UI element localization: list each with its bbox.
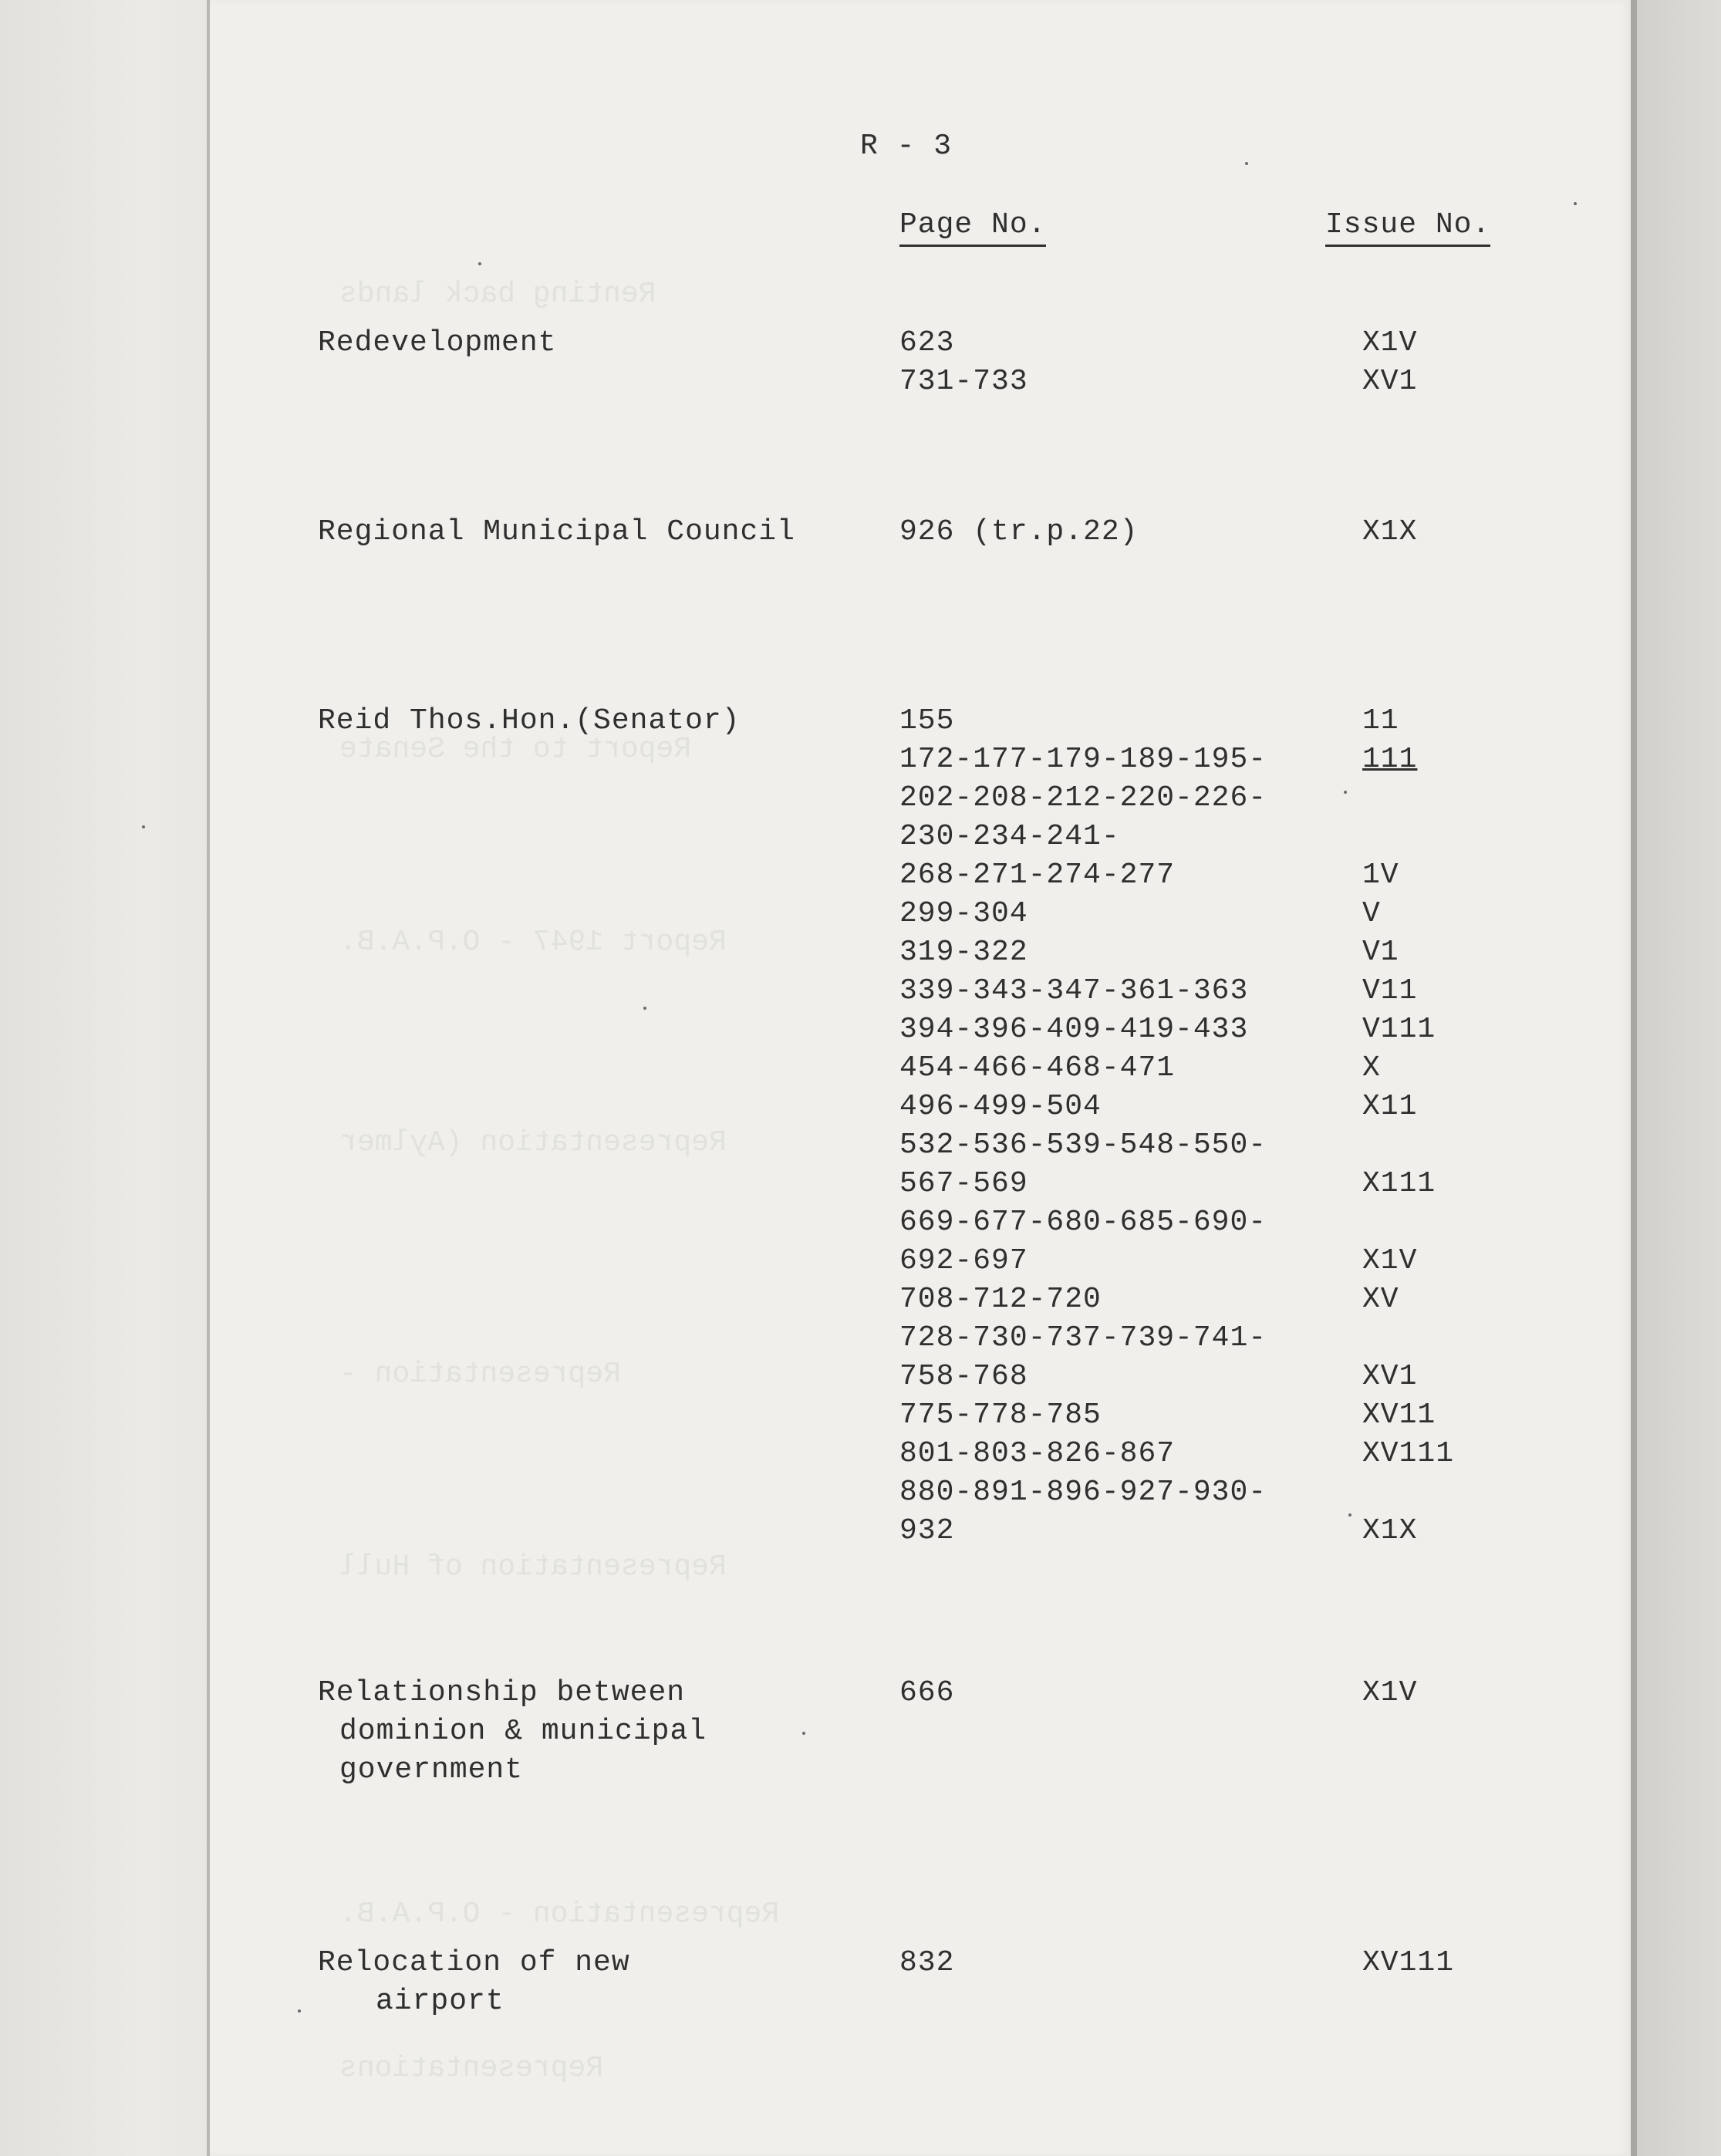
index-entry-issues (1362, 324, 1417, 401)
index-entry-subject (318, 324, 556, 363)
page-number-line: 155 (899, 704, 955, 737)
index-entry-subject (318, 1944, 630, 2021)
issue-number-line: X1V (1362, 1244, 1418, 1277)
page-number-line: 268-271-274-277 (899, 859, 1176, 892)
issue-number-line (1362, 1319, 1454, 1358)
right-page-margin (1637, 0, 1721, 2156)
issue-number-line (1362, 1473, 1454, 1512)
issue-number-line: 111 (1362, 743, 1418, 776)
subject-line: Redevelopment (318, 326, 557, 359)
bleed-through-text: Report to the Senate (339, 733, 692, 766)
index-entry-pages (899, 324, 1028, 401)
page-number-line: 172-177-179-189-195- (899, 743, 1267, 776)
index-entry-pages (899, 1674, 954, 1712)
paper-speck (643, 1007, 646, 1010)
issue-number-line: X111 (1362, 1167, 1436, 1200)
issue-number-line (1362, 779, 1454, 818)
right-page-edge (1631, 0, 1637, 2156)
issue-number-line: X1X (1362, 1514, 1418, 1547)
bleed-through-text: Representation - (339, 1358, 621, 1391)
page-number-line: 623 (899, 326, 955, 359)
bleed-through-text: Representations (339, 2052, 604, 2085)
page-number-line: 932 (899, 1514, 955, 1547)
issue-number-line (1362, 1126, 1454, 1165)
issue-number-line: 1V (1362, 859, 1399, 892)
subject-line: government (339, 1753, 524, 1787)
subject-line: dominion & municipal (339, 1715, 707, 1748)
issue-number-line: X1V (1362, 326, 1418, 359)
page-number-line: 230-234-241- (899, 820, 1120, 853)
issue-number-line (1362, 818, 1454, 856)
page-number-line: 801-803-826-867 (899, 1437, 1176, 1470)
page-number-line: 926 (tr.p.22) (899, 515, 1139, 548)
paper-speck (802, 1732, 805, 1735)
index-entry-pages (899, 1944, 954, 1982)
page-number-line: 454-466-468-471 (899, 1051, 1176, 1085)
paper-speck (1348, 1513, 1351, 1517)
page-number-line: 880-891-896-927-930- (899, 1476, 1267, 1509)
page-number-line: 708-712-720 (899, 1283, 1102, 1316)
issue-number-line: V11 (1362, 974, 1418, 1007)
page-number-line: 731-733 (899, 365, 1028, 398)
paper-speck (1245, 162, 1248, 165)
issue-number-line: V1 (1362, 936, 1399, 969)
issue-number-line: XV111 (1362, 1946, 1455, 1979)
issue-number-line: 11 (1362, 704, 1399, 737)
issue-number-line: XV (1362, 1283, 1399, 1316)
issue-number-line: X11 (1362, 1090, 1418, 1123)
issue-number-line: XV111 (1362, 1437, 1455, 1470)
page-number-line: 496-499-504 (899, 1090, 1102, 1123)
page-number-line: 532-536-539-548-550- (899, 1129, 1267, 1162)
index-entry-pages (899, 702, 1267, 1550)
bleed-through-text: Representation (Aylmer (339, 1126, 727, 1159)
subject-line: Regional Municipal Council (318, 515, 795, 548)
page-number-line: 728-730-737-739-741- (899, 1321, 1267, 1355)
index-entry-issues (1362, 1944, 1454, 1982)
page-number-line: 394-396-409-419-433 (899, 1013, 1249, 1046)
page-number-line: 775-778-785 (899, 1399, 1102, 1432)
page-number-line: 666 (899, 1676, 955, 1709)
page-number-line: 202-208-212-220-226- (899, 781, 1267, 815)
bleed-through-text: Report 1947 - O.P.A.B. (339, 926, 727, 959)
subject-line: airport (376, 1985, 504, 2018)
page-number-line: 758-768 (899, 1360, 1028, 1393)
page-no-column-header: Page No. (899, 208, 1046, 247)
issue-no-column-header: Issue No. (1325, 208, 1490, 247)
page-number-line: 567-569 (899, 1167, 1028, 1200)
bleed-through-text: Representation - O.P.A.B. (339, 1898, 780, 1931)
subject-line: Reid Thos.Hon.(Senator) (318, 704, 741, 737)
issue-number-line: X1X (1362, 515, 1418, 548)
page-number-line: 692-697 (899, 1244, 1028, 1277)
issue-number-line: XV11 (1362, 1399, 1436, 1432)
left-page-margin (0, 0, 208, 2156)
index-entry-subject (318, 513, 795, 552)
index-entry-subject (318, 702, 741, 741)
issue-number-line: X1V (1362, 1676, 1418, 1709)
subject-line: Relocation of new (318, 1946, 630, 1979)
index-entry-subject (318, 1674, 707, 1790)
subject-line: Relationship between (318, 1676, 686, 1709)
issue-number-line: V111 (1362, 1013, 1436, 1046)
index-entry-issues (1362, 1674, 1417, 1712)
page-number-line: 832 (899, 1946, 955, 1979)
paper-speck (142, 825, 145, 828)
page-label: R - 3 (860, 130, 953, 163)
issue-number-line: V (1362, 897, 1381, 930)
index-entry-issues (1362, 513, 1417, 552)
issue-number-line: XV1 (1362, 1360, 1418, 1393)
index-entry-pages (899, 513, 1138, 552)
page-number-line: 669-677-680-685-690- (899, 1206, 1267, 1239)
issue-number-line: XV1 (1362, 365, 1418, 398)
page-number-line: 319-322 (899, 936, 1028, 969)
paper-speck (1574, 202, 1577, 205)
issue-number-line (1362, 1203, 1454, 1242)
issue-number-line: X (1362, 1051, 1381, 1085)
paper-speck (1344, 791, 1347, 794)
page-number-line: 339-343-347-361-363 (899, 974, 1249, 1007)
bleed-through-text: Representation of Hull (339, 1550, 727, 1584)
index-entry-issues (1362, 702, 1454, 1550)
bleed-through-text: Renting back lands (339, 278, 656, 311)
paper-speck (478, 262, 481, 265)
paper-speck (298, 2009, 301, 2013)
page-number-line: 299-304 (899, 897, 1028, 930)
